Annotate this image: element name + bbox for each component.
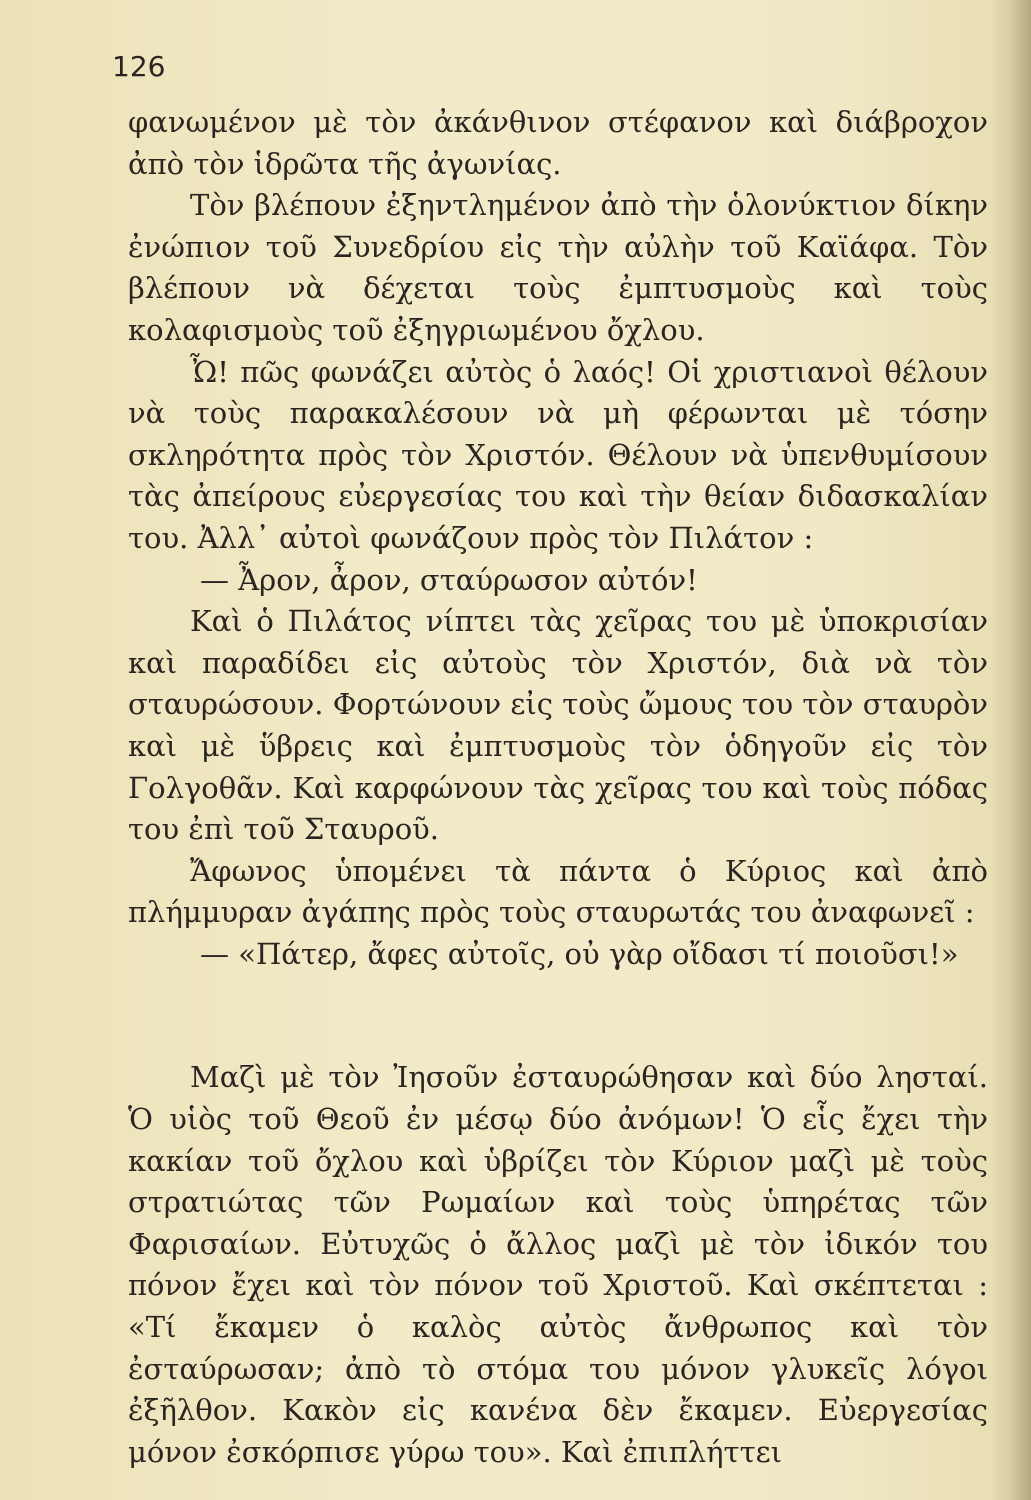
paragraph: Ἄφωνος ὑπομένει τὰ πάντα ὁ Κύριος καὶ ἀπὸ πλήμμυραν ἀγάπης πρὸς τοὺς σταυρωτάς του ἀναφωνεῖ : [128, 853, 988, 930]
paragraph: Καὶ ὁ Πιλάτος νίπτει τὰς χεῖρας του μὲ ὑποκρισίαν καὶ παραδίδει εἰς αὐτοὺς τὸν Χριστόν, διὰ νὰ τὸν σταυρώσουν. Φορτώνουν εἰς τοὺς ὤμους του τὸν σταυρὸν καὶ μὲ ὕβρεις καὶ ἐμπτυσμοὺς τὸν ὁδηγοῦν εἰς τὸν Γολγοθᾶν. Καὶ καρφώνουν τὰς χεῖρας του καὶ τοὺς πόδας του ἐπὶ τοῦ Σταυροῦ. [128, 604, 988, 847]
page-edge-shadow [991, 0, 1031, 1500]
paragraph: Τὸν βλέπουν ἐξηντλημένον ἀπὸ τὴν ὁλονύκτιον δίκην ἐνώπιον τοῦ Συνεδρίου εἰς τὴν αὐλὴν τοῦ Καϊάφα. Τὸν βλέπουν νὰ δέχεται τοὺς ἐμπτυσμοὺς καὶ τοὺς κολαφισμοὺς τοῦ ἐξηγριωμένου ὄχλου. [128, 188, 988, 347]
paragraph-continuation: φανωμένον μὲ τὸν ἀκάνθινον στέφανον καὶ διάβροχον ἀπὸ τὸν ἱδρῶτα τῆς ἀγωνίας. [128, 105, 988, 181]
section-break [128, 975, 988, 1057]
dialogue-line: — Ἆρον, ἆρον, σταύρωσον αὐτόν! [200, 562, 698, 597]
dialogue-line: — «Πάτερ, ἄφες αὐτοῖς, οὐ γὰρ οἴδασι τί ποιοῦσι!» [200, 936, 959, 971]
body-text [128, 102, 988, 1473]
paragraph: Μαζὶ μὲ τὸν Ἰησοῦν ἐσταυρώθησαν καὶ δύο λησταί. Ὁ υἱὸς τοῦ Θεοῦ ἐν μέσῳ δύο ἀνόμων! Ὁ εἷς ἔχει τὴν κακίαν τοῦ ὄχλου καὶ ὑβρίζει τὸν Κύριον μαζὶ μὲ τοὺς στρατιώτας τῶν Ρωμαίων καὶ τοὺς ὑπηρέτας τῶν Φαρισαίων. Εὐτυχῶς ὁ ἄλλος μαζὶ μὲ τὸν ἰδικόν του πόνον ἔχει καὶ τὸν πόνον τοῦ Χριστοῦ. Καὶ σκέπτεται : «Τί ἔκαμεν ὁ καλὸς αὐτὸς ἄνθρωπος καὶ τὸν ἐσταύρωσαν; ἀπὸ τὸ στόμα του μόνον γλυκεῖς λόγοι ἐξῆλθον. Κακὸν εἰς κανένα δὲν ἔκαμεν. Εὐεργεσίας μόνον ἐσκόρπισε γύρω του». Καὶ ἐπιπλήττει [128, 1060, 988, 1469]
paragraph: Ὦ! πῶς φωνάζει αὐτὸς ὁ λαός! Οἱ χριστιανοὶ θέλουν νὰ τοὺς παρακαλέσουν νὰ μὴ φέρωνται μὲ τόσην σκληρότητα πρὸς τὸν Χριστόν. Θέλουν νὰ ὑπενθυμίσουν τὰς ἀπείρους εὐεργεσίας του καὶ τὴν θείαν διδασκαλίαν του. Ἀλλ᾽ αὐτοὶ φωνάζουν πρὸς τὸν Πιλάτον : [128, 354, 988, 555]
page-number: 126 [112, 50, 166, 83]
